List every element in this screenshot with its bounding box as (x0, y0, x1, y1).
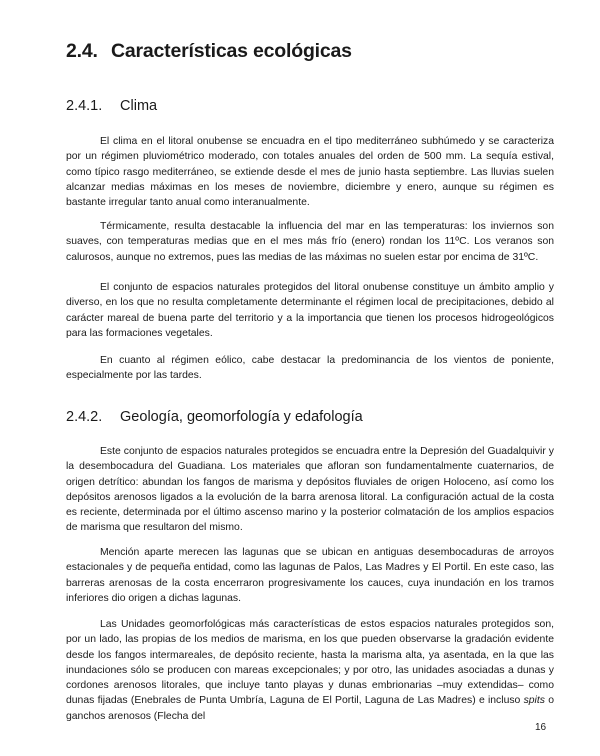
section-title: Características ecológicas (110, 40, 352, 62)
paragraph: Térmicamente, resulta destacable la influencia del mar en las temperaturas: los inviernos son suaves, con temperaturas medias que en el mes más frío (enero) rondan los 11ºC. Los veranos son calurosos, aunque no extremos, pues las medias de las máximas no suelen estar por encima de 31ºC. (66, 221, 554, 263)
subsection-number: 2.4.2. (66, 409, 103, 425)
paragraph: Este conjunto de espacios naturales protegidos se encuadra entre la Depresión del Guadalquivir y la desembocadura del Guadiana. Los materiales que afloran son fundamentalmente cuaternarios, de origen detrítico: abundan los fangos de marisma y depósitos fluviales de origen Holoceno, así como los depósitos arenosos ligados a la evolución de la barra arenosa litoral. La configuración actual de la costa es reciente, determinada por el último ascenso marino y la posterior colmatación de los amplios espacios de marisma que resultaron del mismo. (66, 446, 554, 534)
subsection-title: Clima (120, 98, 158, 114)
page-number: 16 (535, 722, 547, 733)
section-number: 2.4. (66, 40, 98, 62)
paragraph (66, 617, 554, 724)
subsection-heading-geologia (66, 409, 363, 425)
paragraph: El clima en el litoral onubense se encuadra en el tipo mediterráneo subhúmedo y se caracteriza por un régimen pluviométrico moderado, con totales anuales del orden de 500 mm. La sequía estival, como típico rasgo mediterráneo, se extiende desde el mes de junio hasta septiembre. Las lluvias suelen alcanzar medias máximas en los meses de noviembre, diciembre y enero, aunque su régimen es bastante irregular tanto anual como interanualmente. (66, 136, 554, 209)
subsection-title: Geología, geomorfología y edafología (120, 409, 363, 425)
paragraph: El conjunto de espacios naturales protegidos del litoral onubense constituye un ámbito amplio y diverso, en los que no resulta completamente determinante el régimen local de precipitaciones, debido al carácter mareal de buena parte del territorio y a la importancia que tienen los procesos hidrogeológicos para las formaciones vegetales. (66, 282, 554, 339)
paragraph: En cuanto al régimen eólico, cabe destacar la predominancia de los vientos de poniente, especialmente por las tardes. (66, 355, 554, 382)
subsection-heading-clima (66, 98, 157, 114)
subsection-number: 2.4.1. (66, 98, 103, 114)
emphasis-term: spits (523, 695, 545, 707)
paragraph-text: Las Unidades geomorfológicas más características de estos espacios naturales protegidos son, por un lado, las propias de los medios de marisma, en los que pueden observarse la gradación evidente desde los fangos intermareales, de depósito reciente, hasta la marisma alta, ya asentada, en la que las inundaciones sólo se producen con mareas excepcionales; y por otro, las unidades asociadas a dunas y cordones arenosos litorales, que incluye tanto playas y dunas embrionarias –muy extendidas– como dunas fijadas (Enebrales de Punta Umbría, Laguna de El Portil, Laguna de Las Madres) e incluso (66, 619, 554, 707)
paragraph-text: o ganchos arenosos (Flecha del (66, 695, 554, 722)
paragraph: Mención aparte merecen las lagunas que se ubican en antiguas desembocaduras de arroyos estacionales y de pequeña entidad, como las lagunas de Palos, Las Madres y El Portil. En este caso, las barreras arenosas de la costa encerraron progresivamente los cauces, cuya inundación en los tramos inferiores dio origen a dichas lagunas. (66, 547, 554, 604)
section-heading (66, 40, 352, 63)
